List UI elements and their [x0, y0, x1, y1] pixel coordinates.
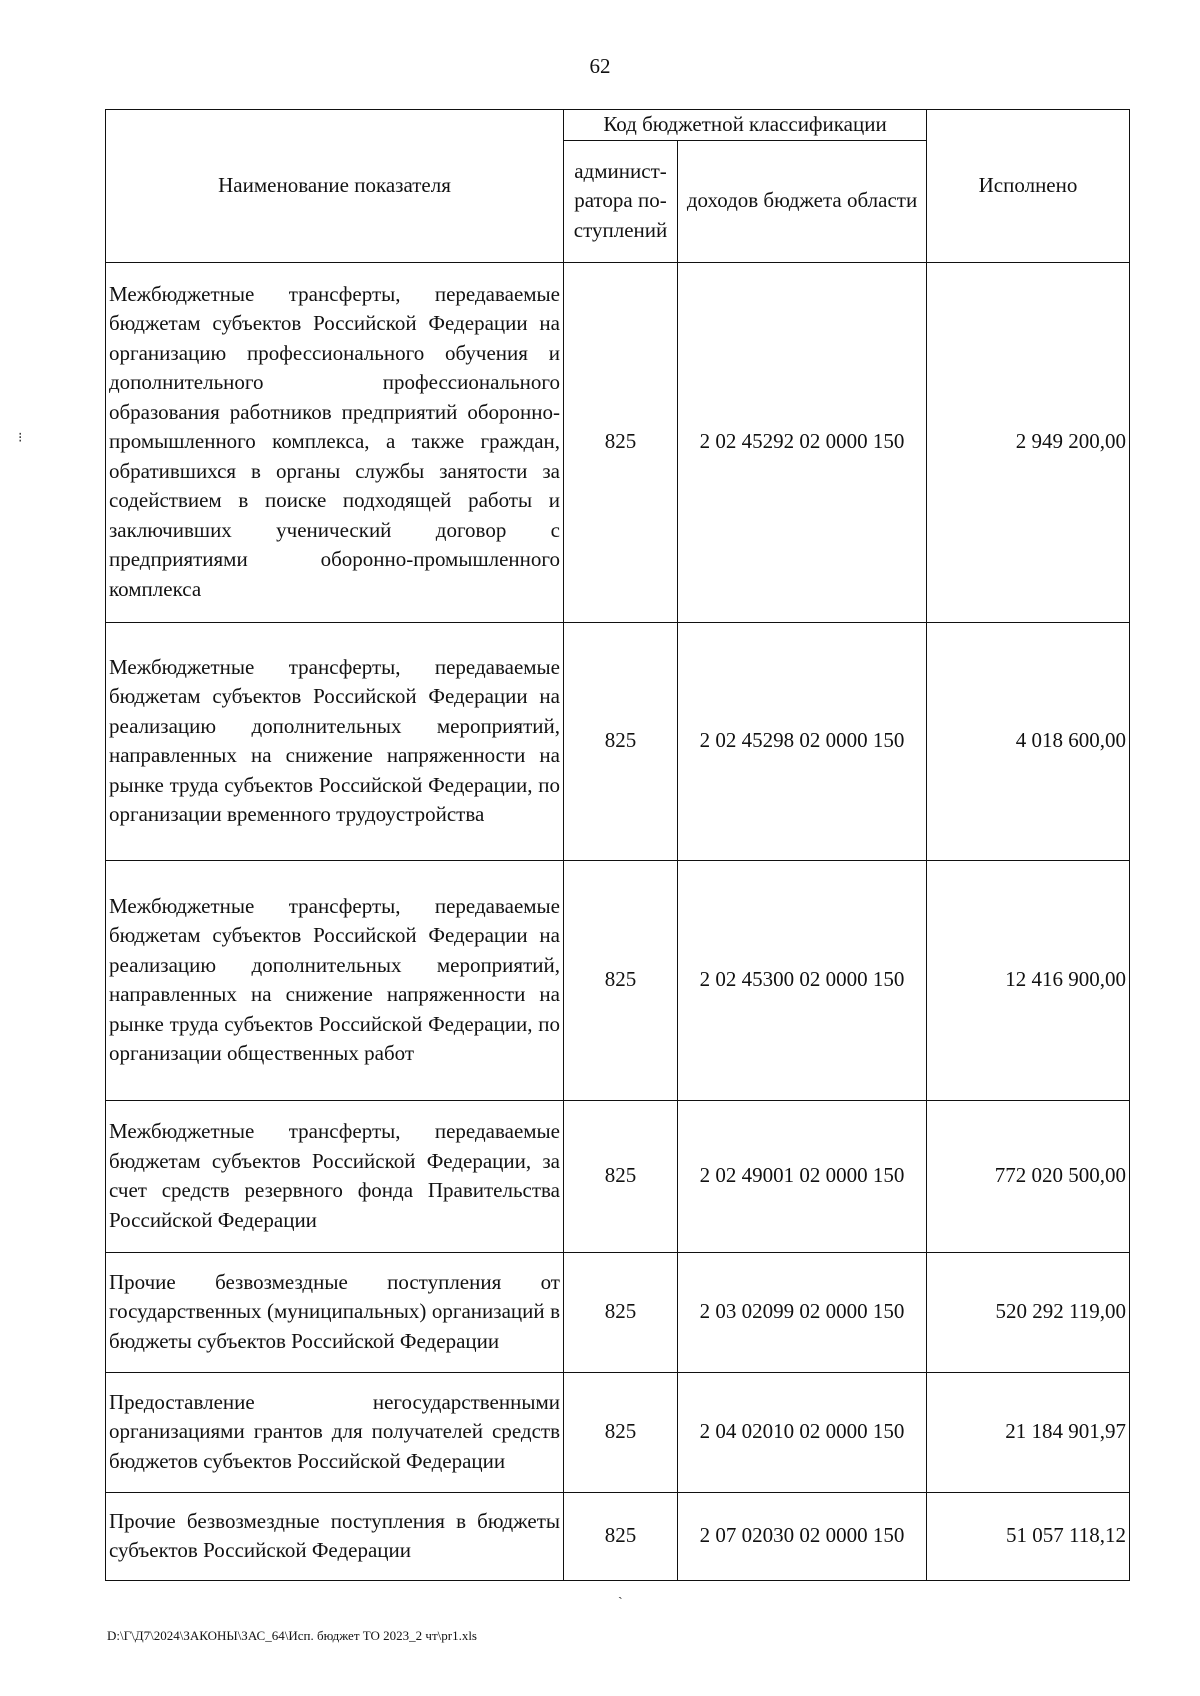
row-admin-code: 825 — [564, 262, 678, 622]
row-kbk: 2 03 02099 02 0000 150 — [678, 1252, 927, 1372]
row-admin-code: 825 — [564, 622, 678, 860]
table-header — [106, 110, 1130, 263]
row-admin-code: 825 — [564, 1372, 678, 1492]
row-name: Прочие безвозмездные поступления в бюджеты субъектов Российской Федерации — [106, 1492, 564, 1580]
table-row — [106, 860, 1130, 1100]
row-amount: 4 018 600,00 — [927, 622, 1130, 860]
row-name: Межбюджетные трансферты, передаваемые бюджетам субъектов Российской Федерации, за счет средств резервного фонда Правительства Российской Федерации — [106, 1100, 564, 1252]
scan-artifact: ⁝ — [18, 431, 23, 446]
header-executed: Исполнено — [927, 110, 1130, 263]
row-kbk: 2 02 45292 02 0000 150 — [678, 262, 927, 622]
row-admin-code: 825 — [564, 1252, 678, 1372]
header-code-group: Код бюджетной классификации — [564, 110, 927, 141]
footer-file-path: D:\Г\Д7\2024\ЗАКОНЫ\ЗАС_64\Исп. бюджет ТО 2023_2 чт\pr1.xls — [107, 1628, 477, 1643]
table-row — [106, 1492, 1130, 1580]
row-name: Межбюджетные трансферты, передаваемые бюджетам субъектов Российской Федерации на реализацию дополнительных мероприятий, направленных на снижение напряженности на рынке труда субъектов Российской Федерации, по организации временного трудоустройства — [106, 622, 564, 860]
row-admin-code: 825 — [564, 860, 678, 1100]
header-name: Наименование показателя — [106, 110, 564, 263]
scan-artifact: ˎ — [618, 1585, 623, 1600]
table-row — [106, 1252, 1130, 1372]
row-amount: 2 949 200,00 — [927, 262, 1130, 622]
row-name: Прочие безвозмездные поступления от государственных (муниципальных) организаций в бюджеты субъектов Российской Федерации — [106, 1252, 564, 1372]
row-kbk: 2 04 02010 02 0000 150 — [678, 1372, 927, 1492]
table-row — [106, 1100, 1130, 1252]
row-kbk: 2 07 02030 02 0000 150 — [678, 1492, 927, 1580]
row-amount: 520 292 119,00 — [927, 1252, 1130, 1372]
row-amount: 12 416 900,00 — [927, 860, 1130, 1100]
page-number: 62 — [589, 54, 611, 78]
row-amount: 21 184 901,97 — [927, 1372, 1130, 1492]
table-body — [106, 262, 1130, 1580]
row-admin-code: 825 — [564, 1492, 678, 1580]
table-row — [106, 262, 1130, 622]
row-amount: 51 057 118,12 — [927, 1492, 1130, 1580]
row-kbk: 2 02 45300 02 0000 150 — [678, 860, 927, 1100]
header-admin: админист-ратора по-ступлений — [564, 140, 678, 262]
row-kbk: 2 02 45298 02 0000 150 — [678, 622, 927, 860]
row-name: Межбюджетные трансферты, передаваемые бюджетам субъектов Российской Федерации на организацию профессионального обучения и дополнительного профессионального образования работников предприятий оборонно-промышленного комплекса, а также граждан, обратившихся в органы службы занятости за содействием в поиске подходящей работы и заключивших ученический договор с предприятиями оборонно-промышленного комплекса — [106, 262, 564, 622]
header-income: доходов бюджета области — [678, 140, 927, 262]
table-row — [106, 1372, 1130, 1492]
budget-table — [105, 109, 1130, 1581]
row-kbk: 2 02 49001 02 0000 150 — [678, 1100, 927, 1252]
row-amount: 772 020 500,00 — [927, 1100, 1130, 1252]
row-admin-code: 825 — [564, 1100, 678, 1252]
row-name: Межбюджетные трансферты, передаваемые бюджетам субъектов Российской Федерации на реализацию дополнительных мероприятий, направленных на снижение напряженности на рынке труда субъектов Российской Федерации, по организации общественных работ — [106, 860, 564, 1100]
table-row — [106, 622, 1130, 860]
row-name: Предоставление негосударственными организациями грантов для получателей средств бюджетов субъектов Российской Федерации — [106, 1372, 564, 1492]
